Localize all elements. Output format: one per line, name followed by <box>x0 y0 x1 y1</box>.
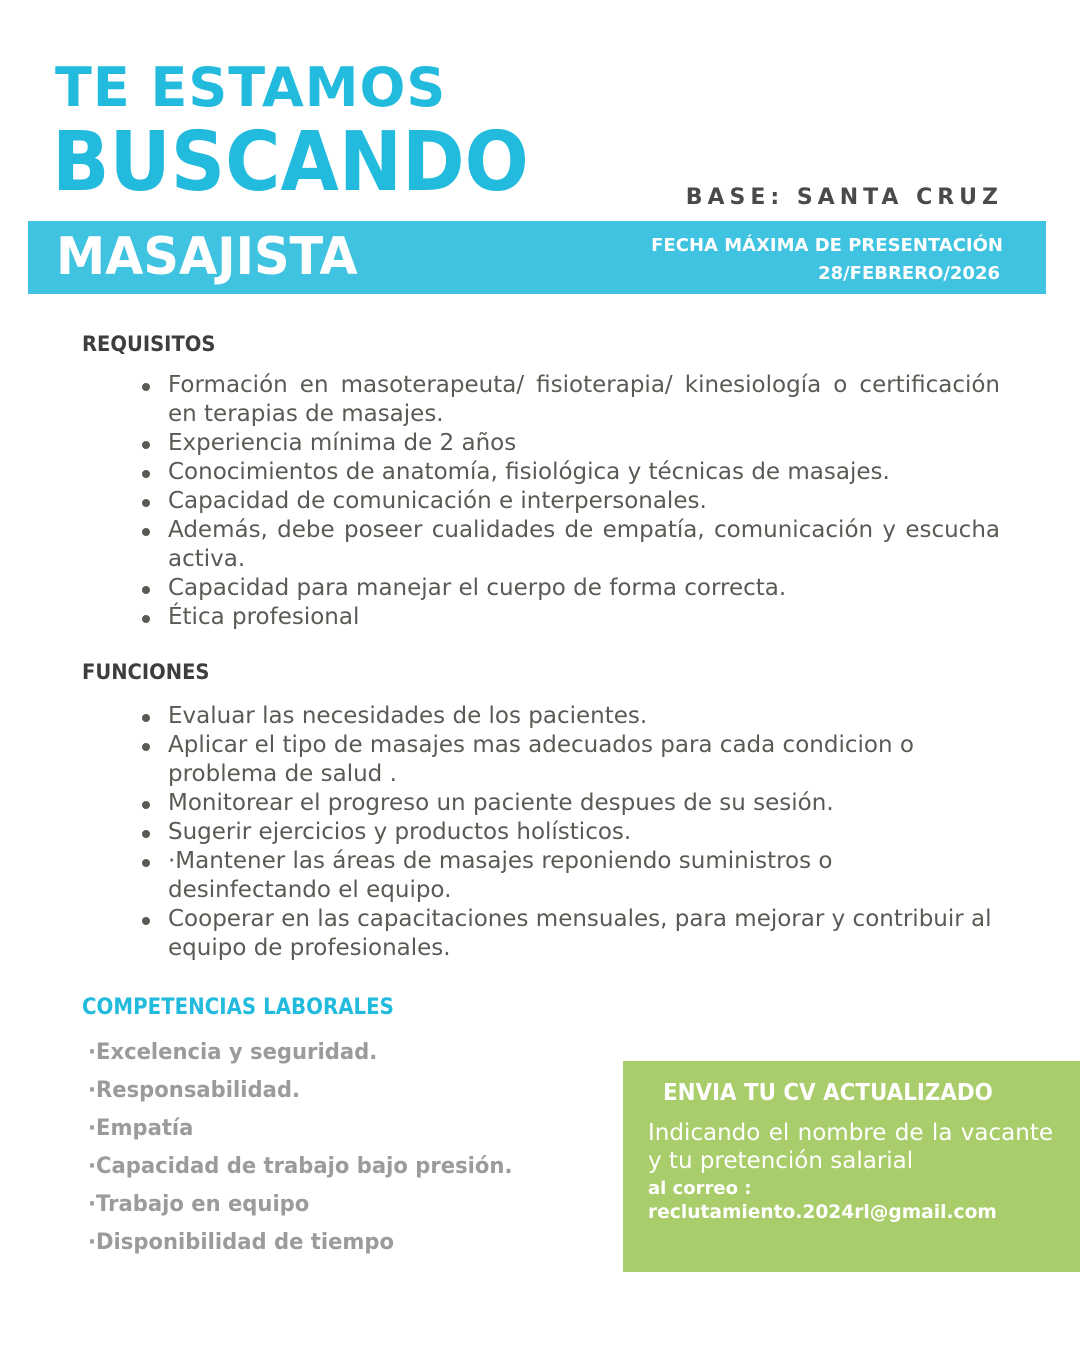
send-cv-box <box>623 1061 1080 1272</box>
competencias-list <box>88 1034 512 1262</box>
list-item: ·Disponibilidad de tiempo <box>88 1230 395 1255</box>
list-item: Experiencia mínima de 2 años <box>140 429 1000 458</box>
list-item: Conocimientos de anatomía, fisiológica y técnicas de masajes. <box>140 458 1000 487</box>
list-item: Formación en masoterapeuta/ fisioterapia/ kinesiología o certificación en terapias de masajes. <box>140 371 1000 429</box>
competencias-heading: COMPETENCIAS LABORALES <box>82 995 394 1020</box>
base-location: BASE: SANTA CRUZ <box>685 185 1003 210</box>
job-banner <box>28 221 1046 294</box>
cta-email-label: al correo : <box>648 1178 752 1199</box>
list-item: ·Responsabilidad. <box>88 1078 301 1103</box>
list-item: Cooperar en las capacitaciones mensuales, para mejorar y contribuir al equipo de profesionales. <box>140 905 1000 963</box>
list-item: ·Trabajo en equipo <box>88 1192 310 1217</box>
list-item: ·Mantener las áreas de masajes reponiendo suministros o desinfectando el equipo. <box>140 847 1000 905</box>
cta-text: Indicando el nombre de la vacante y tu pretención salarial <box>648 1120 1053 1174</box>
list-item: Capacidad de comunicación e interpersonales. <box>140 487 1000 516</box>
deadline-date: 28/FEBRERO/2026 <box>818 263 1000 284</box>
funciones-heading: FUNCIONES <box>82 660 210 684</box>
requisitos-heading: REQUISITOS <box>82 332 216 356</box>
list-item: Sugerir ejercicios y productos holísticos. <box>140 818 1000 847</box>
headline-buscando: BUSCANDO <box>52 115 529 210</box>
cta-email[interactable]: reclutamiento.2024rl@gmail.com <box>648 1201 997 1223</box>
list-item: ·Empatía <box>88 1116 194 1141</box>
list-item: Capacidad para manejar el cuerpo de forma correcta. <box>140 574 1000 603</box>
deadline <box>651 232 1003 288</box>
list-item: Además, debe poseer cualidades de empatía, comunicación y escucha activa. <box>140 516 1000 574</box>
list-item: ·Excelencia y seguridad. <box>88 1040 378 1065</box>
headline-te-estamos: TE ESTAMOS <box>55 56 447 119</box>
job-title: MASAJISTA <box>56 227 358 287</box>
deadline-label: FECHA MÁXIMA DE PRESENTACIÓN <box>651 235 1003 256</box>
list-item: Evaluar las necesidades de los pacientes. <box>140 702 1000 731</box>
list-item: Ética profesional <box>140 603 1000 632</box>
cta-title: ENVIA TU CV ACTUALIZADO <box>663 1080 993 1106</box>
funciones-list <box>140 702 1000 963</box>
list-item: Monitorear el progreso un paciente despues de su sesión. <box>140 789 1000 818</box>
list-item: ·Capacidad de trabajo bajo presión. <box>88 1154 513 1179</box>
requisitos-list <box>140 371 1000 632</box>
list-item: Aplicar el tipo de masajes mas adecuados para cada condicion o problema de salud . <box>140 731 1000 789</box>
